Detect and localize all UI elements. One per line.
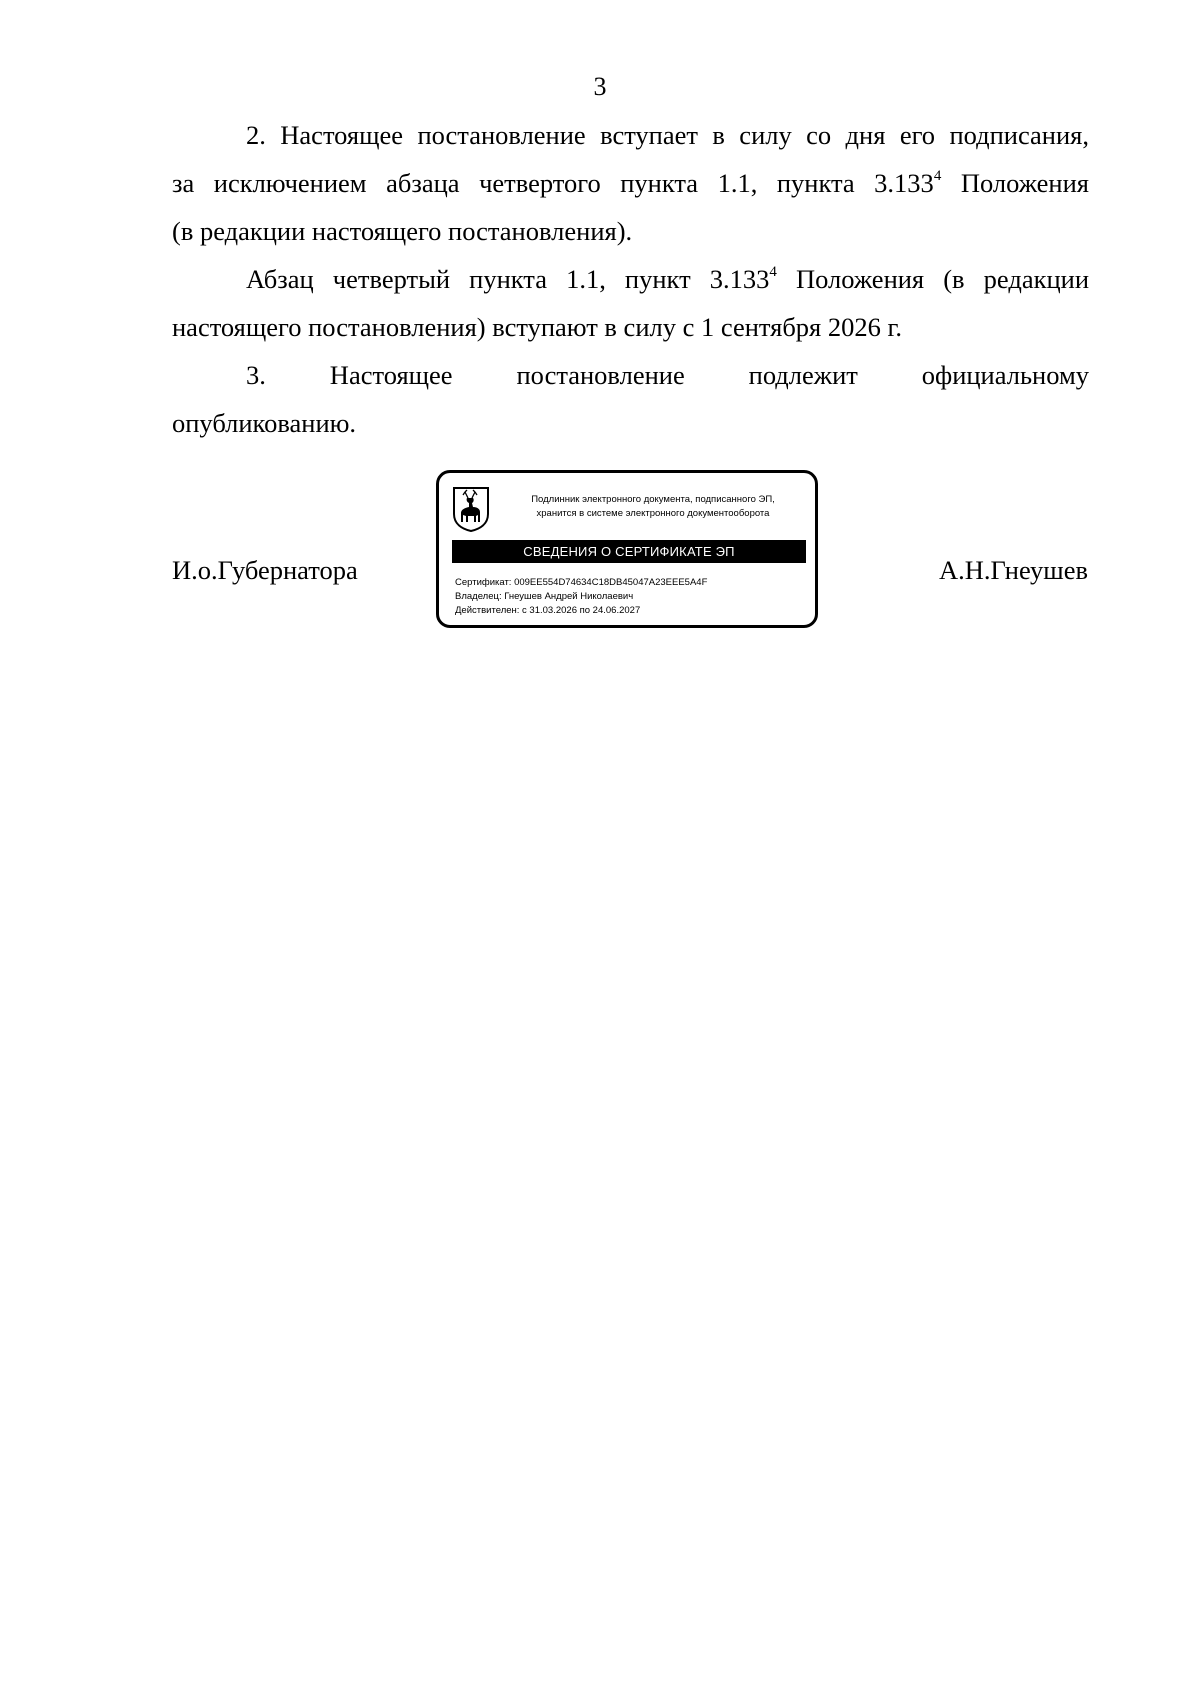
electronic-signature-stamp [436, 470, 818, 628]
paragraph-1-text-a: за исключением абзаца четвертого пункта 1.1, пункта 3.133 [172, 168, 934, 198]
paragraph-3-line-1: 3. Настоящее постановление подлежит официальному [246, 360, 1089, 390]
paragraph-2-text-b: Положения (в редакции [776, 264, 1090, 294]
paragraph-2-line-1 [172, 255, 1089, 303]
superscript-index: 4 [933, 168, 942, 185]
certificate-number: Сертификат: 009EE554D74634C18DB45047A23EEE5A4F [455, 577, 708, 588]
paragraph-1-line-1: 2. Настоящее постановление вступает в силу со дня его подписания, [246, 120, 1089, 150]
stamp-header [499, 493, 807, 521]
stamp-header-line-2: хранится в системе электронного документооборота [536, 508, 770, 519]
certificate-owner: Владелец: Гнеушев Андрей Николаевич [455, 591, 634, 602]
paragraph-1-text-b: Положения [941, 168, 1089, 198]
paragraph-1-line-3: (в редакции настоящего постановления). [172, 216, 633, 246]
stamp-header-line-1: Подлинник электронного документа, подписанного ЭП, [531, 494, 775, 505]
superscript-index: 4 [769, 264, 777, 281]
signer-name: А.Н.Гнеушев [938, 555, 1088, 585]
stamp-title: СВЕДЕНИЯ О СЕРТИФИКАТЕ ЭП [452, 540, 806, 563]
deer-coat-of-arms-icon [452, 486, 490, 532]
paragraph-1-line-2 [172, 159, 1089, 207]
certificate-validity: Действителен: с 31.03.2026 по 24.06.2027 [455, 605, 641, 616]
document-body [172, 111, 1089, 447]
paragraph-2-line-2: настоящего постановления) вступают в силу с 1 сентября 2026 г. [172, 312, 902, 342]
signer-role: И.о.Губернатора [172, 555, 358, 585]
stamp-certificate-info [455, 576, 809, 618]
page-number: 3 [593, 72, 607, 101]
paragraph-2-text-a: Абзац четвертый пункта 1.1, пункт 3.133 [246, 264, 770, 294]
paragraph-3-line-2: опубликованию. [172, 408, 357, 438]
